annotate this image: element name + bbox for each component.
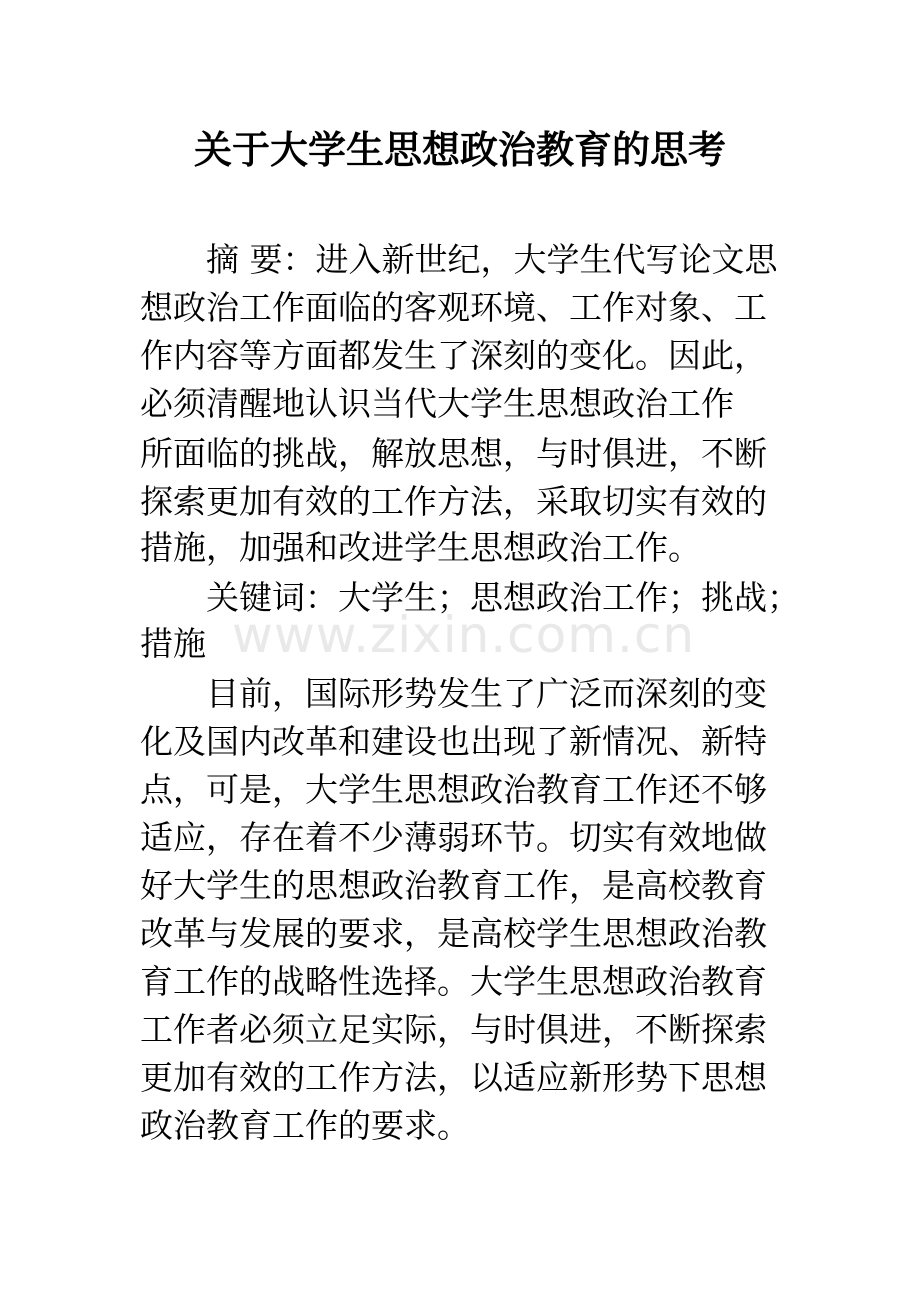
body-line: 好大学生的思想政治教育工作，是高校教育	[140, 866, 767, 905]
body-line: 工作者必须立足实际，与时俱进，不断探索	[140, 1010, 767, 1049]
body-line: 改革与发展的要求，是高校学生思想政治教	[140, 914, 767, 953]
body-line: 适应，存在着不少薄弱环节。切实有效地做	[140, 818, 767, 857]
body-line: 目前，国际形势发生了广泛而深刻的变	[206, 674, 767, 713]
body-line: 化及国内改革和建设也出现了新情况、新特	[140, 722, 767, 761]
keywords-line: 措施	[140, 624, 206, 663]
body-line: 育工作的战略性选择。大学生思想政治教育	[140, 962, 767, 1001]
abstract-line: 作内容等方面都发生了深刻的变化。因此，	[140, 336, 767, 375]
page-title: 关于大学生思想政治教育的思考	[193, 127, 726, 172]
abstract-line: 措施，加强和改进学生思想政治工作。	[140, 528, 701, 567]
body-line: 点，可是，大学生思想政治教育工作还不够	[140, 770, 767, 809]
keywords-line: 关键词：大学生；思想政治工作；挑战；	[206, 578, 800, 617]
watermark: www.zixin.com.cn	[232, 606, 696, 664]
body-line: 更加有效的工作方法，以适应新形势下思想	[140, 1058, 767, 1097]
abstract-line: 探索更加有效的工作方法，采取切实有效的	[140, 482, 767, 521]
abstract-line: 所面临的挑战，解放思想，与时俱进，不断	[140, 434, 767, 473]
abstract-line: 想政治工作面临的客观环境、工作对象、工	[140, 288, 767, 327]
abstract-line: 必须清醒地认识当代大学生思想政治工作	[140, 384, 734, 423]
abstract-line: 摘 要：进入新世纪，大学生代写论文思	[206, 240, 778, 279]
body-line: 政治教育工作的要求。	[140, 1106, 470, 1145]
